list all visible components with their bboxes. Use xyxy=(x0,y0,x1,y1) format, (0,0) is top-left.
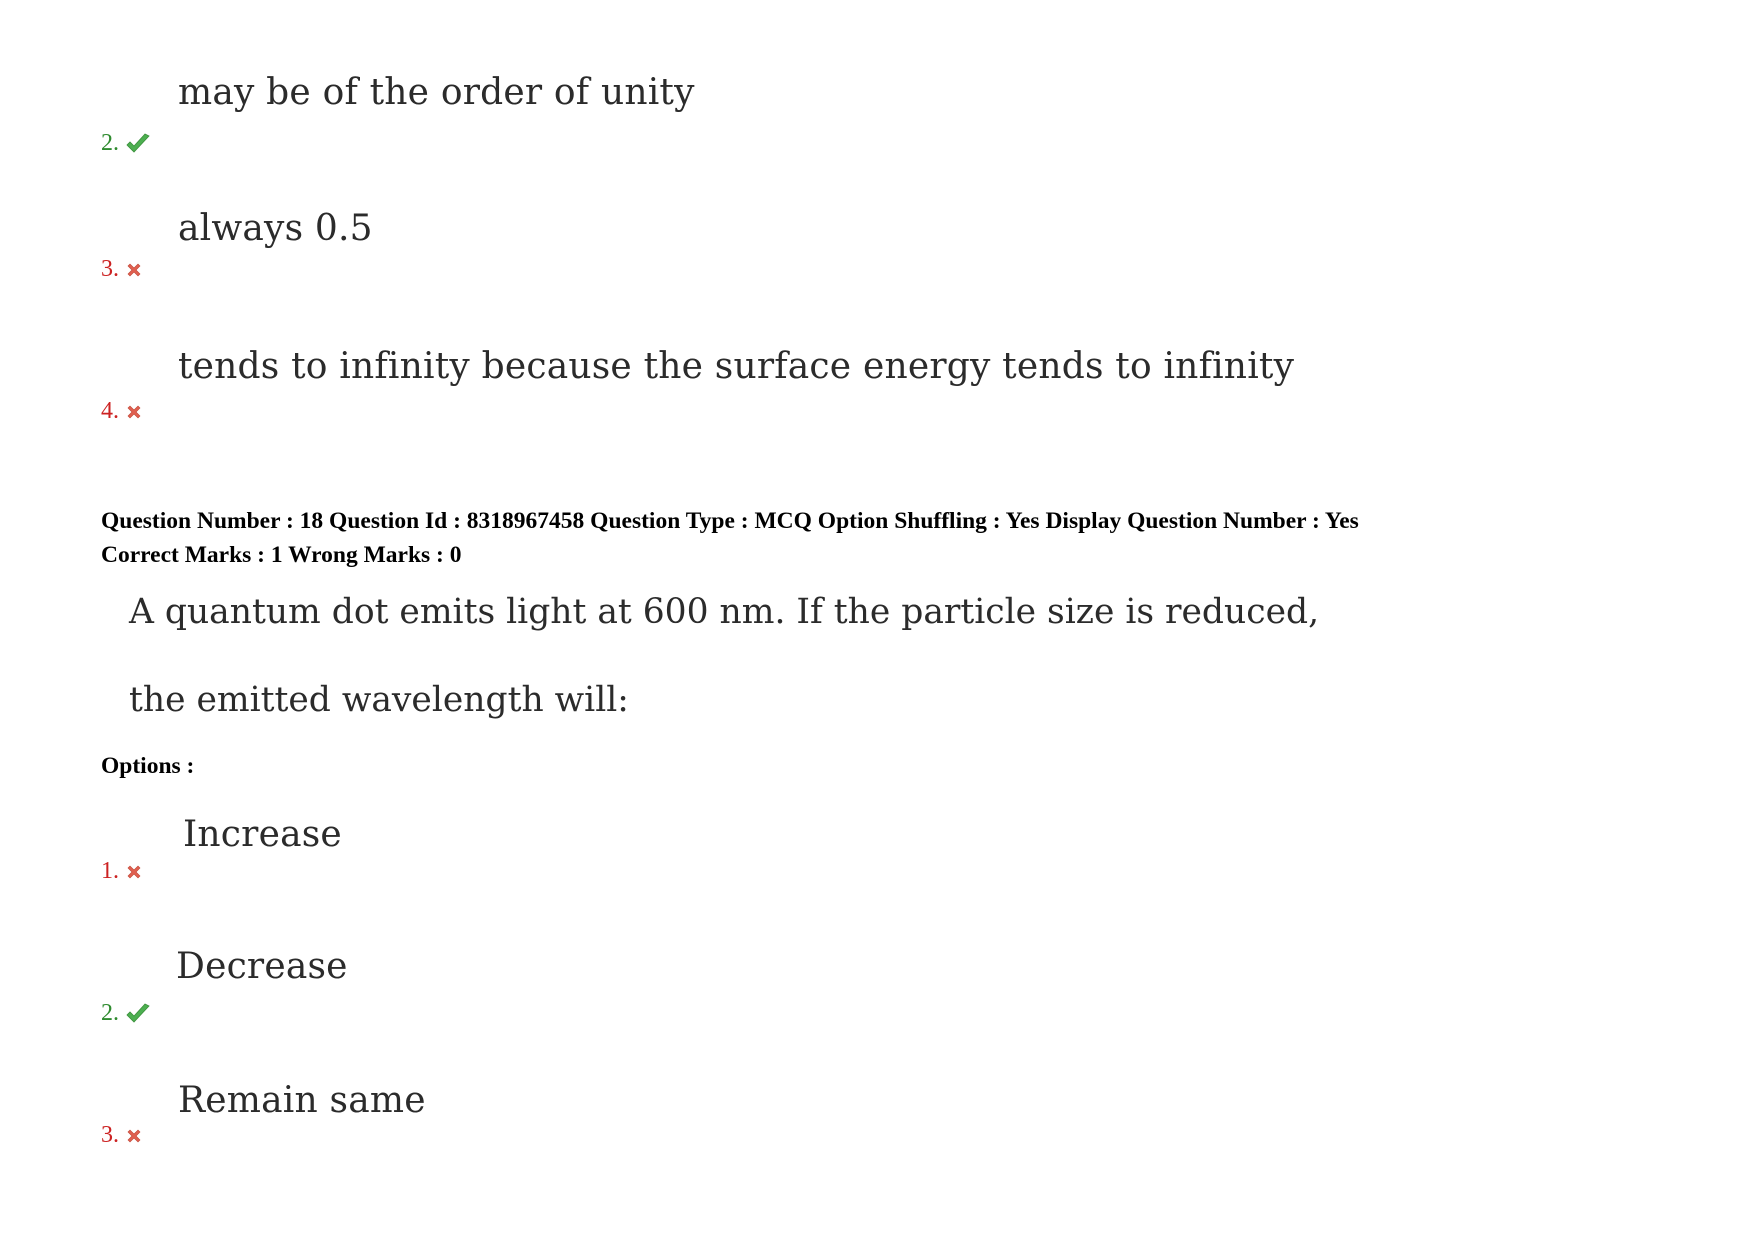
cross-icon xyxy=(125,403,143,421)
option-marker xyxy=(101,1122,143,1149)
check-icon xyxy=(125,133,151,155)
option-text: may be of the order of unity xyxy=(178,72,695,113)
option-number: 2. xyxy=(101,1000,119,1026)
question-meta-line2: Correct Marks : 1 Wrong Marks : 0 xyxy=(101,542,462,568)
cross-icon xyxy=(125,1127,143,1145)
question-meta-line1: Question Number : 18 Question Id : 8318967458 Question Type : MCQ Option Shuffling : Yes Display Question Number : Yes xyxy=(101,508,1359,534)
option-text: Remain same xyxy=(178,1080,426,1121)
option-marker xyxy=(101,398,143,425)
option-number: 2. xyxy=(101,130,119,156)
option-marker xyxy=(101,858,143,885)
option-text: Decrease xyxy=(176,946,348,987)
option-number: 3. xyxy=(101,256,119,282)
option-text: Increase xyxy=(183,814,342,855)
option-marker xyxy=(101,256,143,283)
option-text: tends to infinity because the surface energy tends to infinity xyxy=(178,346,1295,387)
option-number: 3. xyxy=(101,1122,119,1148)
question-text-line2: the emitted wavelength will: xyxy=(129,680,629,720)
cross-icon xyxy=(125,261,143,279)
cross-icon xyxy=(125,863,143,881)
option-marker xyxy=(101,130,151,157)
option-text: always 0.5 xyxy=(178,208,373,249)
check-icon xyxy=(125,1003,151,1025)
question-text-line1: A quantum dot emits light at 600 nm. If the particle size is reduced, xyxy=(129,592,1320,632)
option-marker xyxy=(101,1000,151,1027)
option-number: 4. xyxy=(101,398,119,424)
options-label: Options : xyxy=(101,753,195,779)
option-number: 1. xyxy=(101,858,119,884)
